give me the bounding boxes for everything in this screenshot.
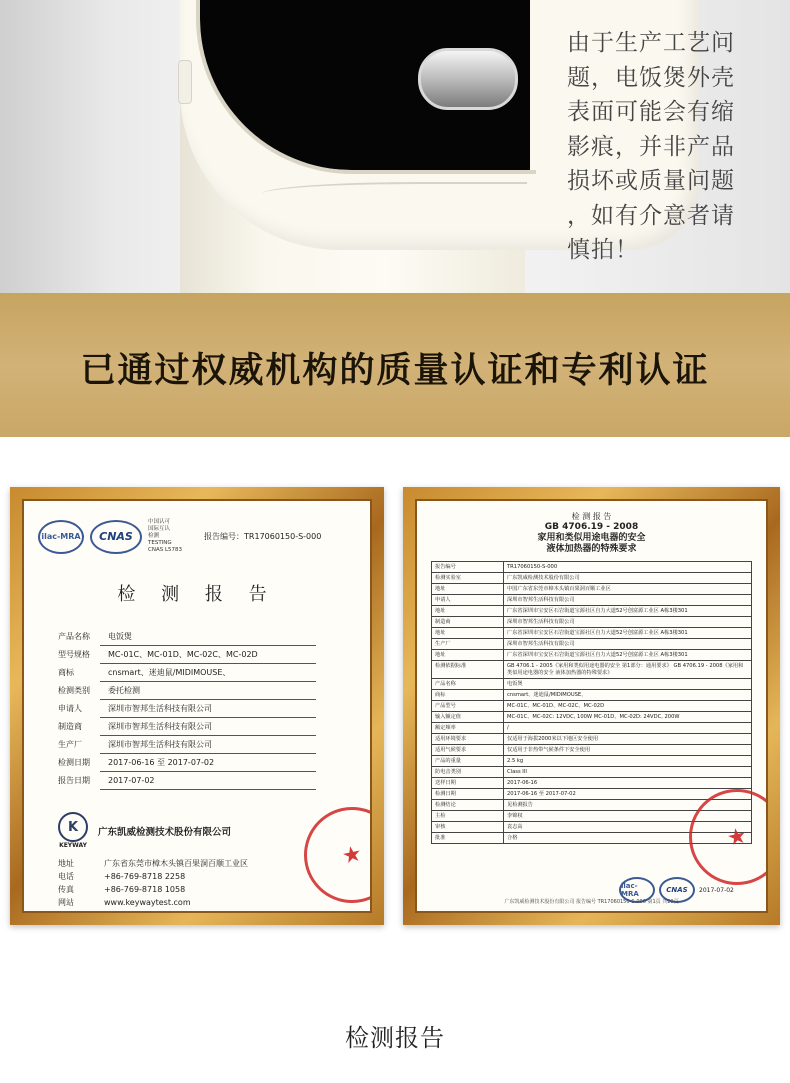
- table-value: 李锦权: [504, 811, 752, 822]
- certificate-fields: [38, 628, 356, 790]
- field-value: MC-01C、MC-01D、MC-02C、MC-02D: [100, 646, 316, 664]
- field-row: [38, 700, 356, 718]
- table-row: [432, 778, 752, 789]
- table-value: 深圳市智邦生活科技有限公司: [504, 639, 752, 650]
- table-row: [432, 745, 752, 756]
- cooker-seam: [262, 182, 527, 202]
- field-row: [38, 682, 356, 700]
- table-key: 批准: [432, 833, 504, 844]
- field-label: 生产厂: [58, 740, 82, 749]
- table-row: [432, 690, 752, 701]
- table-value: 广东省深圳市宝安区石岩街道宝源社区自力大道52号创富源工业区 A栋3楼301: [504, 628, 752, 639]
- table-key: 地址: [432, 584, 504, 595]
- table-row: [432, 595, 752, 606]
- field-value: 深圳市智邦生活科技有限公司: [100, 700, 316, 718]
- table-row: [432, 661, 752, 679]
- ilac-logo: ilac-MRA: [38, 520, 84, 554]
- field-row: [38, 736, 356, 754]
- field-row: [38, 718, 356, 736]
- report-date: 2017-07-02: [699, 886, 734, 894]
- table-value: 2.5 kg: [504, 756, 752, 767]
- contact-value: www.keywaytest.com: [104, 898, 191, 907]
- contact-label: 地址: [58, 859, 74, 868]
- table-value: 广东省深圳市宝安区石岩街道宝源社区自力大道52号创富源工业区 A栋3楼301: [504, 650, 752, 661]
- report-footer: 广东凯威检测技术股份有限公司 报告编号 TR17060150-S-000 第1页 共29页: [504, 899, 679, 905]
- table-value: MC-01C、MC-02C: 12VDC, 100W MC-01D、MC-02D: 24VDC, 200W: [504, 712, 752, 723]
- contact-label: 网站: [58, 898, 74, 907]
- table-key: 检测结论: [432, 800, 504, 811]
- field-value: 2017-06-16 至 2017-07-02: [100, 754, 316, 772]
- field-row: [38, 646, 356, 664]
- table-row: [432, 584, 752, 595]
- notice-text: 由于生产工艺问 题，电饭煲外壳 表面可能会有缩 影痕，并非产品 损坏或质量问题 ，如有介意者请 慎拍！: [567, 30, 735, 263]
- table-row: [432, 628, 752, 639]
- field-label: 商标: [58, 668, 74, 677]
- table-key: 报告编号: [432, 562, 504, 573]
- contact-value: 广东省东莞市樟木头镇百果洞百顺工业区: [104, 859, 248, 868]
- keyway-logo: [58, 812, 88, 849]
- table-value: GB 4706.1 - 2005《家用和类似用途电器的安全 第1部分：通用要求》 GB 4706.19 - 2008《家用和类似用途电器的安全 液体加热器的特殊要求》: [504, 661, 752, 679]
- official-seal: ★: [295, 798, 372, 912]
- field-value: 2017-07-02: [100, 772, 316, 790]
- table-row: [432, 701, 752, 712]
- table-value: Class III: [504, 767, 752, 778]
- table-key: 防电击类别: [432, 767, 504, 778]
- table-value: 袁志高: [504, 822, 752, 833]
- table-key: 适用环境要求: [432, 734, 504, 745]
- table-key: 主检: [432, 811, 504, 822]
- table-row: [432, 679, 752, 690]
- report-heading-line: 检 测 报 告: [571, 512, 612, 521]
- table-row: [432, 712, 752, 723]
- cnas-caption: 中国认可 国际互认 检测 TESTING CNAS L5783: [148, 519, 183, 553]
- report-heading: [431, 511, 752, 555]
- field-label: 制造商: [58, 722, 82, 731]
- section-caption: 检测报告: [345, 1024, 445, 1052]
- contact-row: [58, 896, 356, 909]
- field-value: 委托检测: [100, 682, 316, 700]
- banner-title: 已通过权威机构的质量认证和专利认证: [80, 351, 710, 391]
- table-value: 见检测报告: [504, 800, 752, 811]
- field-value: 深圳市智邦生活科技有限公司: [100, 736, 316, 754]
- cooker-handle: [178, 60, 192, 104]
- table-value: 2017-06-16: [504, 778, 752, 789]
- table-value: TR17060150-S-000: [504, 562, 752, 573]
- table-key: 制造商: [432, 617, 504, 628]
- table-value: /: [504, 723, 752, 734]
- table-value: cnsmart、迷迪鼠/MIDIMOUSE、: [504, 690, 752, 701]
- table-row: [432, 767, 752, 778]
- table-row: [432, 562, 752, 573]
- contact-row: [58, 883, 356, 896]
- certificate-frame-left: [10, 487, 384, 925]
- field-row: [38, 772, 356, 790]
- table-key: 产品的重量: [432, 756, 504, 767]
- field-label: 型号规格: [58, 650, 90, 659]
- table-value: 深圳市智邦生活科技有限公司: [504, 617, 752, 628]
- keyway-caption: KEYWAY: [59, 842, 87, 849]
- field-label: 报告日期: [58, 776, 90, 785]
- table-key: 产品型号: [432, 701, 504, 712]
- table-row: [432, 723, 752, 734]
- table-key: 输入额定值: [432, 712, 504, 723]
- table-key: 申请人: [432, 595, 504, 606]
- field-label: 检测类别: [58, 686, 90, 695]
- field-label: 申请人: [58, 704, 82, 713]
- table-key: 商标: [432, 690, 504, 701]
- field-value: 电饭煲: [100, 628, 316, 646]
- certificate-title: 检 测 报 告: [117, 584, 277, 605]
- table-value: 仅适用于非热带气候条件下安全使用: [504, 745, 752, 756]
- cnas-logo: CNAS: [659, 877, 695, 903]
- table-key: 适用气候要求: [432, 745, 504, 756]
- certificate-detail-page: [415, 499, 768, 913]
- table-key: 地址: [432, 606, 504, 617]
- table-row: [432, 650, 752, 661]
- standard-title: 家用和类似用途电器的安全: [537, 533, 646, 543]
- cooker-release-button: [418, 48, 518, 110]
- table-row: [432, 734, 752, 745]
- table-key: 审核: [432, 822, 504, 833]
- certificate-cover: [22, 499, 372, 913]
- cnas-logo: CNAS: [90, 520, 142, 554]
- field-row: [38, 664, 356, 682]
- certificate-frame-right: [403, 487, 780, 925]
- contact-value: +86-769-8718 2258: [104, 872, 186, 881]
- table-row: [432, 639, 752, 650]
- table-row: [432, 573, 752, 584]
- table-key: 检测实验室: [432, 573, 504, 584]
- table-key: 检测依据标准: [432, 661, 504, 679]
- table-key: 地址: [432, 650, 504, 661]
- field-label: 检测日期: [58, 758, 90, 767]
- table-value: 电饭煲: [504, 679, 752, 690]
- table-row: [432, 756, 752, 767]
- table-key: 生产厂: [432, 639, 504, 650]
- accreditation-logos: [38, 519, 356, 554]
- keyway-k-icon: K: [58, 812, 88, 842]
- table-value: 仅适用于海拔2000米以下地区安全使用: [504, 734, 752, 745]
- field-row: [38, 754, 356, 772]
- table-key: 送样日期: [432, 778, 504, 789]
- table-value: 中国广东省东莞市樟木头镇百果洞百顺工业区: [504, 584, 752, 595]
- contact-value: +86-769-8718 1058: [104, 885, 186, 894]
- standard-subtitle: 液体加热器的特殊要求: [546, 544, 637, 554]
- field-value: cnsmart、迷迪鼠/MIDIMOUSE、: [100, 664, 316, 682]
- table-row: [432, 617, 752, 628]
- table-key: 产品名称: [432, 679, 504, 690]
- table-value: MC-01C、MC-01D、MC-02C、MC-02D: [504, 701, 752, 712]
- contact-label: 电话: [58, 872, 74, 881]
- table-row: [432, 606, 752, 617]
- field-label: 产品名称: [58, 632, 90, 641]
- issuer-name: 广东凯威检测技术股份有限公司: [98, 826, 232, 838]
- table-key: 额定频率: [432, 723, 504, 734]
- table-key: 检测日期: [432, 789, 504, 800]
- report-number: 报告编号：TR17060150-S-000: [204, 532, 322, 541]
- table-value: 广东省深圳市宝安区石岩街道宝源社区自力大道52号创富源工业区 A栋3楼301: [504, 606, 752, 617]
- table-value: 深圳市智邦生活科技有限公司: [504, 595, 752, 606]
- table-value: 合格: [504, 833, 752, 844]
- ilac-logo: ilac-MRA: [619, 877, 655, 903]
- standard-number: GB 4706.19 - 2008: [544, 522, 639, 532]
- table-key: 地址: [432, 628, 504, 639]
- table-value: 广东凯威检测技术股份有限公司: [504, 573, 752, 584]
- table-row: [432, 789, 752, 800]
- field-value: 深圳市智邦生活科技有限公司: [100, 718, 316, 736]
- official-seal: ★: [680, 780, 768, 894]
- contact-label: 传真: [58, 885, 74, 894]
- table-value: 2017-06-16 至 2017-07-02: [504, 789, 752, 800]
- field-row: [38, 628, 356, 646]
